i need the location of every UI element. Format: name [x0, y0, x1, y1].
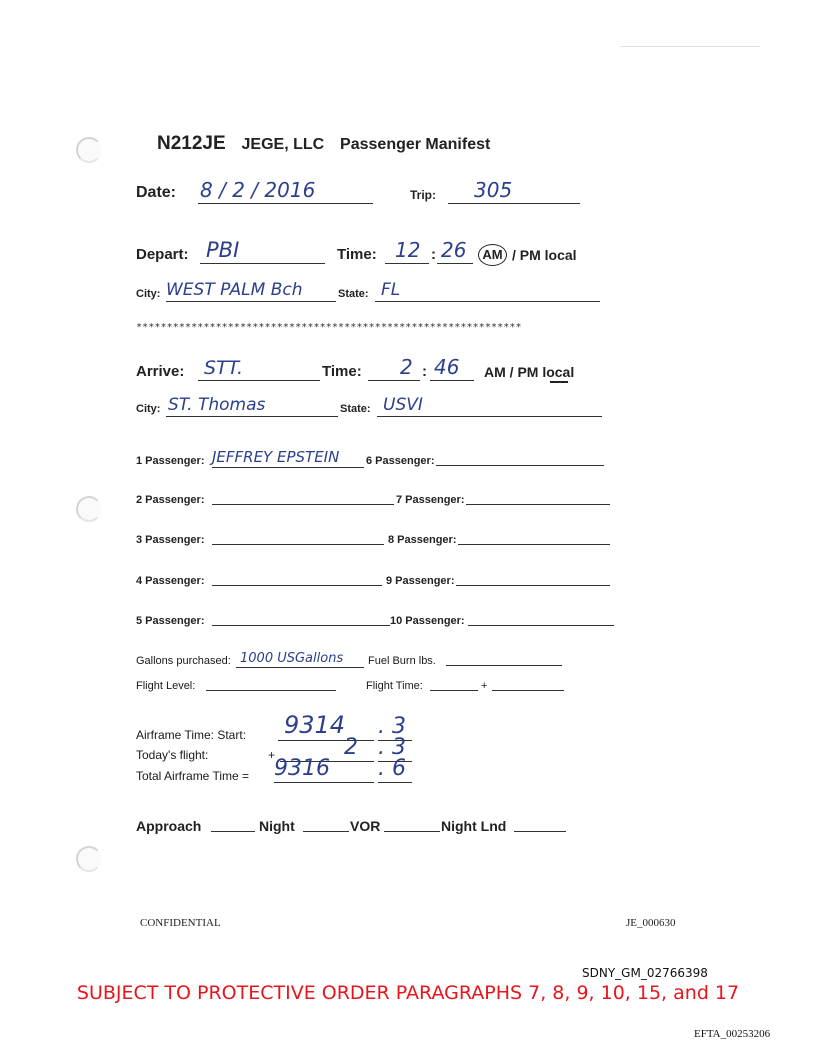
- passenger-field-1: [212, 443, 364, 468]
- bates-sdny: SDNY_GM_02766398: [582, 966, 708, 980]
- total-airframe-whole: 9316: [274, 756, 330, 781]
- flight-time-plus: +: [481, 680, 488, 692]
- passenger-label-3: 3 Passenger:: [136, 534, 205, 546]
- vor-label: VOR: [350, 818, 381, 834]
- flight-level-label: Flight Level:: [136, 680, 196, 692]
- flight-time-label: Flight Time:: [366, 680, 423, 692]
- company-name: JEGE, LLC: [241, 136, 325, 153]
- passenger-label-10: 10 Passenger:: [390, 615, 465, 627]
- todays-flight-plus: +: [268, 748, 276, 762]
- passenger-label-4: 4 Passenger:: [136, 575, 205, 587]
- total-airframe-dec-field: [378, 758, 412, 783]
- arrive-field: [198, 358, 320, 381]
- approach-label: Approach: [136, 818, 202, 834]
- todays-flight-label: Today's flight:: [136, 748, 209, 762]
- arrive-state-field: [377, 394, 602, 417]
- date-day: 2: [232, 178, 245, 202]
- depart-hour-field: [385, 238, 429, 264]
- scan-mark: [620, 46, 760, 47]
- arrive-time-label: Time:: [322, 363, 362, 380]
- depart-city-field: [166, 279, 336, 302]
- passenger-label-5: 5 Passenger:: [136, 615, 205, 627]
- passenger-label-8: 8 Passenger:: [388, 534, 457, 546]
- fuel-burn-label: Fuel Burn lbs.: [368, 655, 436, 667]
- airframe-start-label: Airframe Time: Start:: [136, 728, 247, 742]
- passenger-field-3: [212, 530, 384, 545]
- arrive-airport: STT.: [204, 357, 244, 379]
- am-circled: AM: [478, 244, 507, 266]
- arrive-am-pm-local: AM / PM local: [484, 364, 575, 380]
- trip-number: 305: [474, 178, 513, 202]
- fuel-burn-field: [446, 651, 562, 666]
- night-label: Night: [259, 818, 295, 834]
- passenger-field-5: [212, 611, 390, 626]
- total-airframe-decimal: . 6: [378, 756, 406, 781]
- gallons-field: [236, 643, 364, 668]
- manifest-title: Passenger Manifest: [340, 136, 491, 153]
- flight-time-field-1: [430, 676, 478, 691]
- depart-state-field: [375, 279, 600, 302]
- passenger-field-2: [212, 490, 394, 505]
- total-airframe-field: [274, 758, 374, 783]
- bates-je: JE_000630: [626, 917, 676, 929]
- protective-order-stamp: SUBJECT TO PROTECTIVE ORDER PARAGRAPHS 7, 8, 9, 10, 15, and 17: [76, 982, 740, 1004]
- depart-hour: 12: [395, 238, 421, 262]
- vor-field: [384, 815, 440, 832]
- depart-state: FL: [381, 280, 401, 300]
- depart-airport: PBI: [206, 238, 240, 262]
- passenger-label-9: 9 Passenger:: [386, 575, 455, 587]
- airframe-start-decimal: . 3: [378, 714, 406, 739]
- binder-hole-top: [76, 137, 102, 163]
- passenger-field-9: [456, 571, 610, 586]
- arrive-minute: 46: [434, 355, 460, 379]
- arrive-state: USVI: [383, 395, 423, 415]
- gallons-label: Gallons purchased:: [136, 655, 231, 667]
- date-sep-2: /: [251, 178, 259, 202]
- depart-field: [200, 238, 325, 264]
- passenger-label-6: 6 Passenger:: [366, 455, 435, 467]
- binder-hole-middle: [76, 496, 102, 522]
- passenger-label-2: 2 Passenger:: [136, 494, 205, 506]
- todays-flight-decimal: . 3: [378, 735, 406, 760]
- date-sep-1: /: [219, 178, 226, 202]
- todays-flight-whole: 2: [344, 735, 358, 760]
- date-label: Date:: [136, 184, 177, 201]
- date-field: [198, 178, 373, 204]
- flight-level-field: [206, 676, 336, 691]
- date-year: 2016: [264, 178, 316, 202]
- arrive-city: ST. Thomas: [168, 395, 266, 415]
- arrive-hour-field: [368, 355, 420, 381]
- passenger-field-4: [212, 571, 382, 586]
- confidential-label: CONFIDENTIAL: [140, 917, 221, 929]
- binder-hole-bottom: [76, 846, 102, 872]
- passenger-field-7: [466, 490, 610, 505]
- bates-efta: EFTA_00253206: [694, 1028, 771, 1040]
- arrive-time-colon: :: [422, 363, 427, 380]
- arrive-label: Arrive:: [136, 363, 185, 380]
- total-airframe-label: Total Airframe Time =: [136, 769, 250, 783]
- passenger-name-1: JEFFREY EPSTEIN: [212, 448, 340, 466]
- arrive-city-field: [166, 394, 338, 417]
- arrive-city-label: City:: [136, 403, 161, 415]
- arrive-hour: 2: [400, 355, 413, 379]
- arrive-state-label: State:: [340, 403, 371, 415]
- depart-minute-field: [437, 238, 473, 264]
- pm-underline: [550, 381, 568, 383]
- airframe-start-whole: 9314: [284, 711, 346, 739]
- manifest-header: [157, 133, 490, 155]
- trip-field: [448, 178, 580, 204]
- passenger-field-8: [458, 530, 610, 545]
- gallons-value: 1000 USGallons: [240, 651, 344, 666]
- trip-label: Trip:: [410, 188, 436, 202]
- depart-time-colon: :: [431, 246, 436, 263]
- tail-number: N212JE: [157, 133, 226, 154]
- passenger-label-7: 7 Passenger:: [396, 494, 465, 506]
- flight-time-field-2: [492, 676, 564, 691]
- depart-city-label: City:: [136, 288, 161, 300]
- date-month: 8: [200, 178, 213, 202]
- depart-city: WEST PALM Bch: [166, 280, 303, 300]
- night-lnd-label: Night Lnd: [441, 818, 507, 834]
- arrive-minute-field: [430, 355, 474, 381]
- passenger-field-6: [436, 451, 604, 466]
- night-field: [303, 815, 349, 832]
- passenger-label-1: 1 Passenger:: [136, 455, 205, 467]
- night-lnd-field: [514, 815, 566, 832]
- depart-time-label: Time:: [337, 246, 377, 263]
- depart-state-label: State:: [338, 288, 369, 300]
- depart-pm-local: / PM local: [512, 247, 577, 263]
- depart-label: Depart:: [136, 246, 189, 263]
- separator-stars: ***************************************************************: [136, 322, 522, 333]
- approach-field: [211, 815, 255, 832]
- passenger-field-10: [468, 611, 614, 626]
- depart-minute: 26: [441, 238, 467, 262]
